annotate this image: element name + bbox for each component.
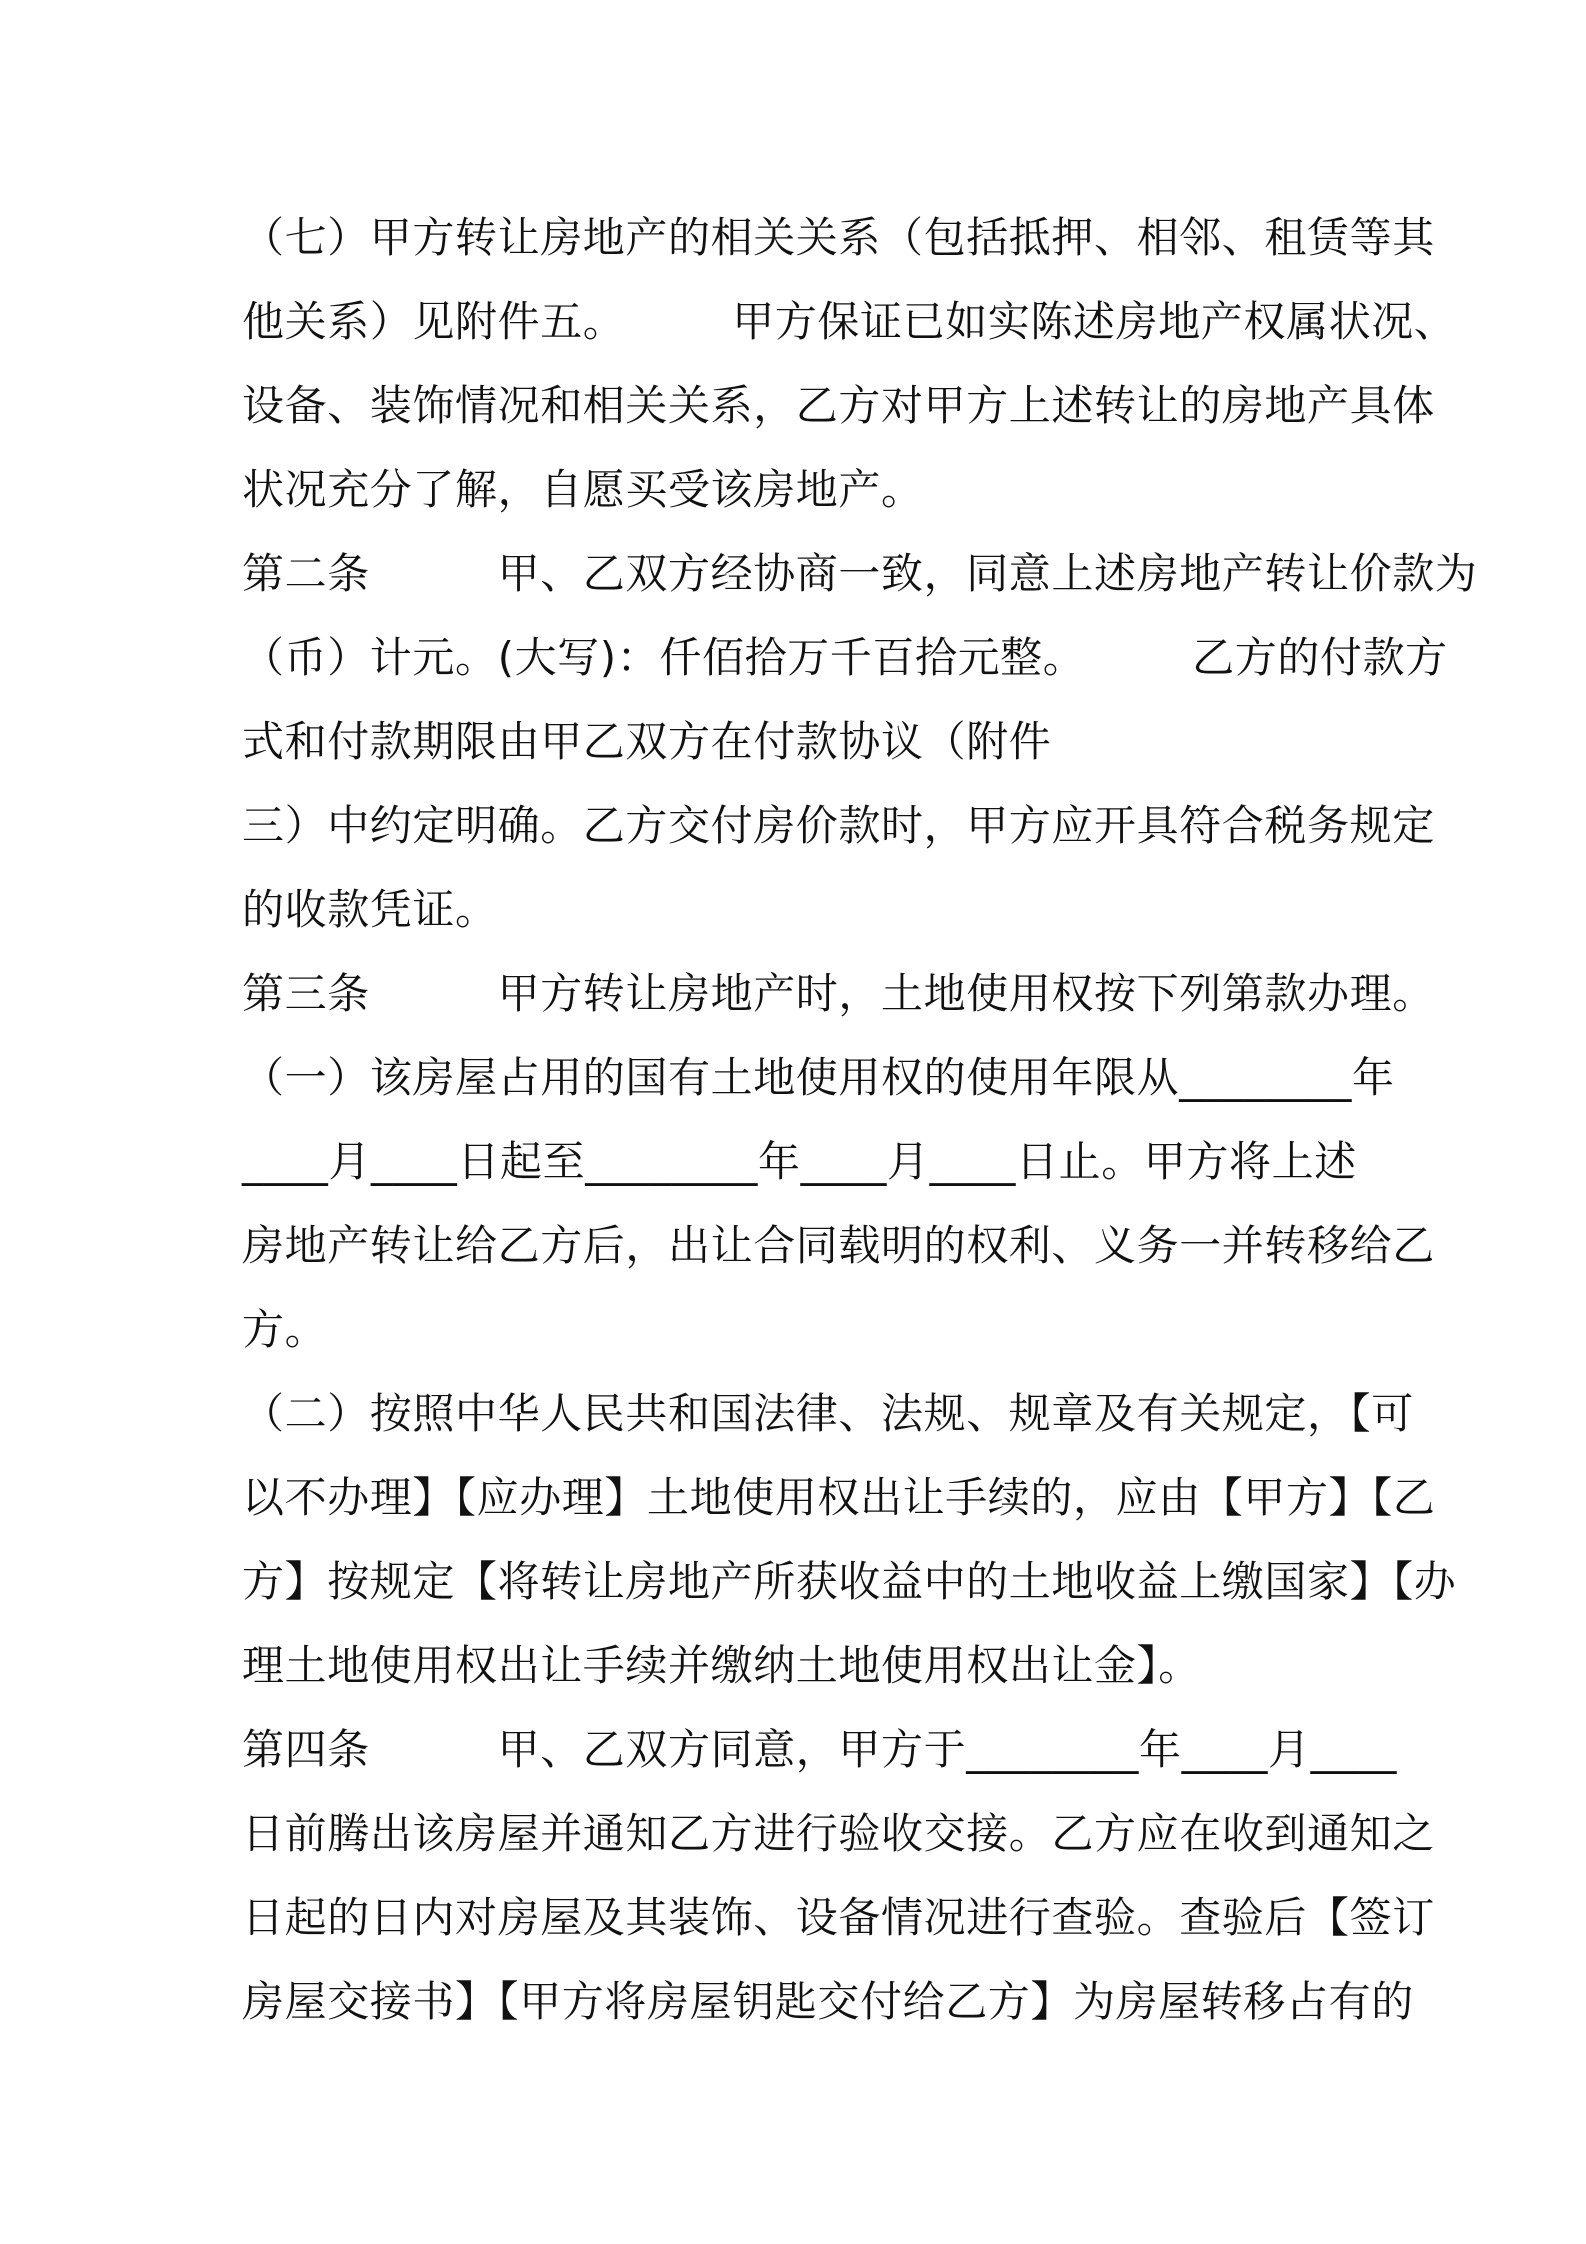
text-line: 日前腾出该房屋并通知乙方进行验收交接。乙方应在收到通知之 [242, 1809, 1435, 1858]
text-line: 房屋交接书】【甲方将房屋钥匙交付给乙方】为房屋转移占有的 [242, 1977, 1414, 2026]
article-3-line: 第三条 甲方转让房地产时，土地使用权按下列第款办理。 [242, 969, 1435, 1018]
text-line: 状况充分了解，自愿买受该房地产。 [242, 465, 924, 514]
text-line: 方】按规定【将转让房地产所获收益中的土地收益上缴国家】【办 [242, 1557, 1457, 1606]
contract-text [242, 196, 1478, 2044]
text-line: 三）中约定明确。乙方交付房价款时，甲方应开具符合税务规定 [242, 801, 1435, 850]
text-line: 的收款凭证。 [242, 885, 498, 934]
text-line: 理土地使用权出让手续并缴纳土地使用权出让金】。 [242, 1641, 1201, 1690]
text-line: （币）计元。(大写)：仟佰拾万千百拾元整。 乙方的付款方 [242, 633, 1448, 682]
text-line: 以不办理】【应办理】土地使用权出让手续的，应由【甲方】【乙 [242, 1473, 1436, 1522]
text-line: 方。 [242, 1305, 328, 1354]
text-line: 设备、装饰情况和相关关系，乙方对甲方上述转让的房地产具体 [242, 381, 1435, 430]
article-2-line: 第二条 甲、乙双方经协商一致，同意上述房地产转让价款为 [242, 549, 1478, 598]
text-line: 日起的日内对房屋及其装饰、设备情况进行查验。查验后【签订 [242, 1893, 1435, 1942]
text-line: 他关系）见附件五。 甲方保证已如实陈述房地产权属状况、 [242, 297, 1457, 346]
text-line: （二）按照中华人民共和国法律、法规、规章及有关规定，【可 [242, 1389, 1414, 1438]
text-line: ____月____日起至________年____月____日止。甲方将上述 [242, 1137, 1357, 1186]
article-4-line: 第四条 甲、乙双方同意，甲方于________年____月____ [242, 1725, 1398, 1774]
text-line: 房地产转让给乙方后，出让合同载明的权利、义务一并转移给乙 [242, 1221, 1435, 1270]
text-line: （一）该房屋占用的国有土地使用权的使用年限从________年 [242, 1053, 1395, 1102]
text-line: （七）甲方转让房地产的相关关系（包括抵押、相邻、租赁等其 [242, 213, 1435, 262]
text-line: 式和付款期限由甲乙双方在付款协议（附件 [242, 717, 1052, 766]
